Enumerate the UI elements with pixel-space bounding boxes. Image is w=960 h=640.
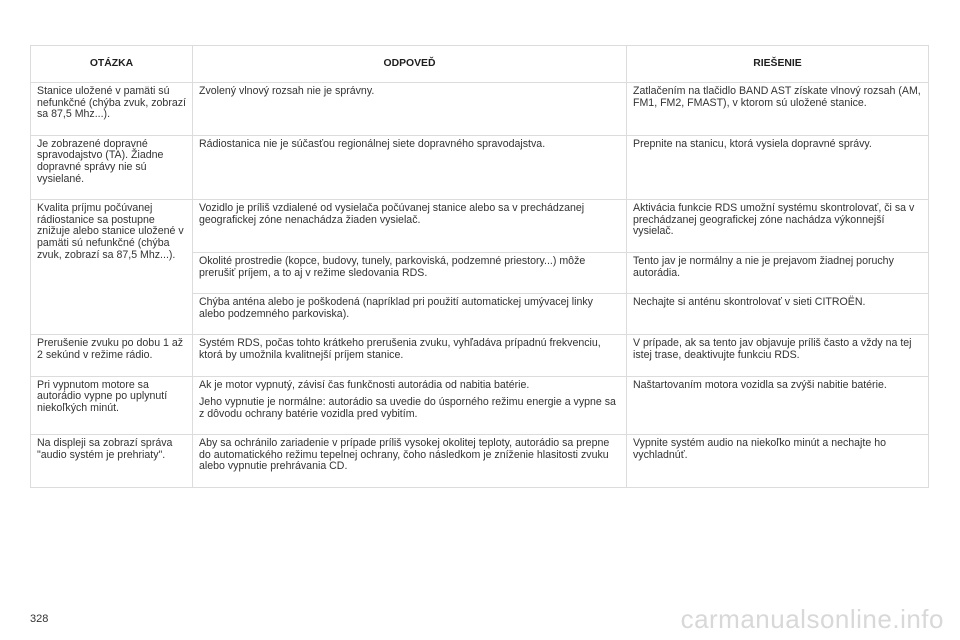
solution-cell: Vypnite systém audio na niekoľko minút a nechajte ho vychladnúť. <box>627 435 929 488</box>
solution-cell: Aktivácia funkcie RDS umožní systému skontrolovať, či sa v prechádzanej geografickej zóne nachádza výkonnejší vysielač. <box>627 200 929 253</box>
table-row <box>31 335 929 376</box>
question-cell: Pri vypnutom motore sa autorádio vypne po uplynutí niekoľkých minút. <box>31 376 193 435</box>
answer-paragraph: Ak je motor vypnutý, závisí čas funkčnosti autorádia od nabitia batérie. <box>199 378 530 391</box>
table-row <box>31 135 929 199</box>
question-cell: Stanice uložené v pamäti sú nefunkčné (chýba zvuk, zobrazí sa 87,5 Mhz...). <box>31 83 193 136</box>
table-row <box>31 83 929 136</box>
table-row <box>31 435 929 488</box>
table-header <box>31 46 929 83</box>
header-row <box>31 46 929 83</box>
watermark: carmanualsonline.info <box>680 604 944 634</box>
answer-cell: Okolité prostredie (kopce, budovy, tunely, parkoviská, podzemné priestory...) môže prerušiť príjem, a to aj v režime sledovania RDS. <box>193 252 627 293</box>
table-row <box>31 376 929 435</box>
solution-cell: Prepnite na stanicu, ktorá vysiela dopravné správy. <box>627 135 929 199</box>
header-answer: ODPOVEĎ <box>193 46 627 83</box>
answer-cell <box>193 376 627 435</box>
troubleshooting-table-container <box>30 45 928 488</box>
header-question: OTÁZKA <box>31 46 193 83</box>
page-number: 328 <box>30 613 49 625</box>
troubleshooting-table <box>30 45 929 488</box>
answer-cell: Aby sa ochránilo zariadenie v prípade príliš vysokej okolitej teploty, autorádio sa prepne do automatického režimu tepelnej ochrany, čoho následkom je zníženie hlasitosti zvuku alebo vypnutie prehrávania CD. <box>193 435 627 488</box>
solution-cell: Naštartovaním motora vozidla sa zvýši nabitie batérie. <box>627 376 929 435</box>
question-cell: Na displeji sa zobrazí správa "audio systém je prehriaty". <box>31 435 193 488</box>
solution-cell: Tento jav je normálny a nie je prejavom žiadnej poruchy autorádia. <box>627 252 929 293</box>
answer-cell: Systém RDS, počas tohto krátkeho prerušenia zvuku, vyhľadáva prípadnú frekvenciu, ktorá by umožnila kvalitnejší príjem stanice. <box>193 335 627 376</box>
answer-cell: Rádiostanica nie je súčasťou regionálnej siete dopravného spravodajstva. <box>193 135 627 199</box>
solution-cell: Nechajte si anténu skontrolovať v sieti CITROËN. <box>627 294 929 335</box>
header-solution: RIEŠENIE <box>627 46 929 83</box>
table-body <box>31 83 929 488</box>
solution-cell: V prípade, ak sa tento jav objavuje príliš často a vždy na tej istej trase, deaktivujte funkciu RDS. <box>627 335 929 376</box>
question-cell: Prerušenie zvuku po dobu 1 až 2 sekúnd v režime rádio. <box>31 335 193 376</box>
table-row <box>31 200 929 253</box>
question-cell: Je zobrazené dopravné spravodajstvo (TA). Žiadne dopravné správy nie sú vysielané. <box>31 135 193 199</box>
answer-cell: Vozidlo je príliš vzdialené od vysielača počúvanej stanice alebo sa v prechádzanej geografickej zóne nenachádza žiaden vysielač. <box>193 200 627 253</box>
question-cell: Kvalita príjmu počúvanej rádiostanice sa postupne znižuje alebo stanice uložené v pamäti sú nefunkčné (chýba zvuk, zobrazí sa 87,5 Mhz...). <box>31 200 193 335</box>
solution-cell: Zatlačením na tlačidlo BAND AST získate vlnový rozsah (AM, FM1, FM2, FMAST), v ktorom sú uložené stanice. <box>627 83 929 136</box>
answer-cell: Chýba anténa alebo je poškodená (napríklad pri použití automatickej umývacej linky alebo podzemného parkoviska). <box>193 294 627 335</box>
answer-cell: Zvolený vlnový rozsah nie je správny. <box>193 83 627 136</box>
answer-paragraph: Jeho vypnutie je normálne: autorádio sa uvedie do úsporného režimu energie a vypne sa z dôvodu ochrany batérie vozidla pred vybitím. <box>199 396 616 420</box>
